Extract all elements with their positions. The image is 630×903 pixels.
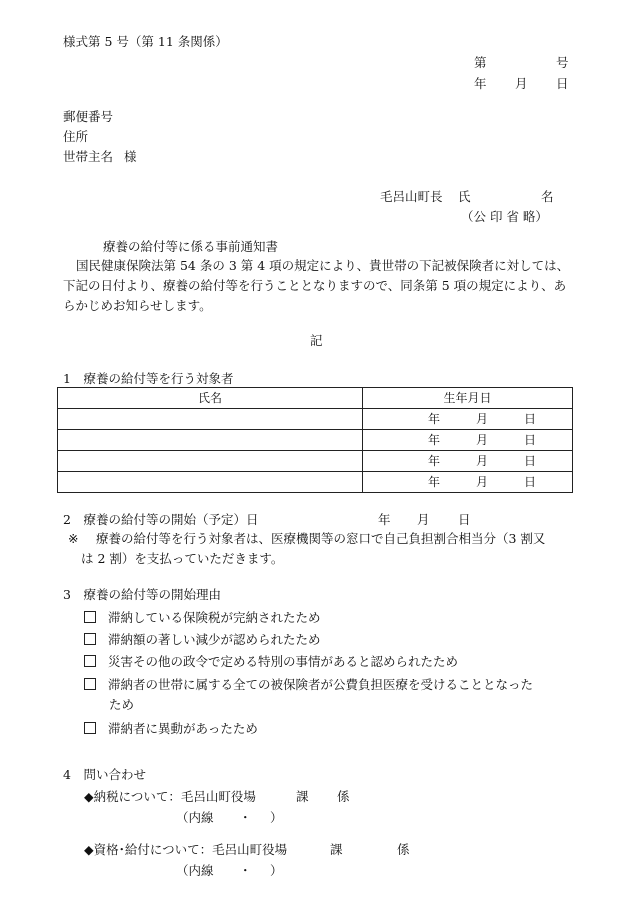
checkbox[interactable] — [84, 655, 96, 667]
name-cell — [58, 472, 363, 493]
checkbox[interactable] — [84, 633, 96, 645]
sender-name-right: 名 — [541, 189, 554, 204]
qualification-extension-close: ） — [270, 863, 283, 878]
name-column-header: 氏名 — [58, 388, 363, 409]
reason-label: 滞納者の世帯に属する全ての被保険者が公費負担医療を受けることとなった — [108, 677, 534, 692]
section2-title: 2 療養の給付等の開始（予定）日 — [63, 512, 259, 527]
household-head-label: 世帯主名 — [63, 149, 114, 164]
tax-contact-label: ◆納税について：毛呂山町役場 — [84, 789, 256, 804]
reason-item — [84, 655, 458, 669]
copay-note-line2: は 2 割）を支払っていただきます。 — [81, 551, 284, 566]
seal-omitted-note: （公 印 省 略） — [461, 209, 548, 224]
start-date-month: 月 — [417, 512, 430, 527]
tax-contact-ka: 課 — [296, 789, 309, 804]
sender-name-left: 氏 — [458, 189, 471, 204]
dob-cell — [363, 472, 573, 493]
dob-day: 日 — [523, 433, 536, 447]
intro-paragraph: 国民健康保険法第 54 条の 3 第 4 項の規定により、貴世帯の下記被保険者に対しては、下記の日付より、療養の給付等を行うこととなりますので、同条第 5 項の規定により、あらかじめお知らせします。 — [63, 258, 570, 313]
start-date-day: 日 — [458, 512, 471, 527]
table-row — [58, 430, 573, 451]
dob-month: 月 — [475, 412, 488, 426]
tax-extension-close: ） — [270, 810, 283, 825]
reason-label: 滞納している保険税が完納されたため — [108, 610, 321, 625]
reason-item — [84, 678, 533, 692]
dob-year: 年 — [427, 412, 440, 426]
table-row — [58, 472, 573, 493]
dob-month: 月 — [475, 475, 488, 489]
section4-title: 4 問い合わせ — [63, 767, 146, 782]
form-number: 様式第 5 号（第 11 条関係） — [63, 34, 228, 49]
reason-label: 滞納者に異動があったため — [108, 721, 258, 736]
doc-number-suffix: 号 — [556, 55, 569, 70]
document-heading: 療養の給付等に係る事前通知書 — [103, 239, 279, 254]
table-row — [58, 409, 573, 430]
target-persons-table — [57, 387, 573, 493]
reason-item — [84, 611, 321, 625]
reason-label: 災害その他の政令で定める特別の事情があると認められたため — [108, 654, 459, 669]
name-cell — [58, 451, 363, 472]
dob-column-header: 生年月日 — [363, 388, 573, 409]
ki-label: 記 — [310, 333, 323, 348]
dob-year: 年 — [427, 454, 440, 468]
qualification-contact-kakari: 係 — [397, 842, 410, 857]
date-year: 年 — [474, 76, 487, 91]
name-cell — [58, 409, 363, 430]
reason-item — [84, 722, 258, 736]
name-cell — [58, 430, 363, 451]
reason-label-continuation: ため — [109, 697, 135, 712]
dob-year: 年 — [427, 475, 440, 489]
address-label: 住所 — [63, 129, 89, 144]
checkbox[interactable] — [84, 611, 96, 623]
sender-title: 毛呂山町長 — [380, 189, 443, 204]
qualification-contact-label: ◆資格･給付について：毛呂山町役場 — [84, 842, 288, 857]
dob-month: 月 — [475, 433, 488, 447]
table-row — [58, 451, 573, 472]
start-date-year: 年 — [378, 512, 391, 527]
qualification-contact-ka: 課 — [330, 842, 343, 857]
table-header-row — [58, 388, 573, 409]
note-mark: ※ — [68, 531, 79, 546]
postal-code-label: 郵便番号 — [63, 109, 114, 124]
section1-title: 1 療養の給付等を行う対象者 — [63, 371, 234, 386]
tax-extension-open: （内線 — [176, 810, 214, 825]
dob-day: 日 — [523, 454, 536, 468]
qualification-extension-open: （内線 — [176, 863, 214, 878]
tax-extension-dot: ・ — [239, 810, 252, 825]
reason-item — [84, 633, 321, 647]
checkbox[interactable] — [84, 678, 96, 690]
dob-day: 日 — [523, 412, 536, 426]
qualification-extension-dot: ・ — [239, 863, 252, 878]
tax-contact-kakari: 係 — [337, 789, 350, 804]
copay-note-line1: 療養の給付等を行う対象者は、医療機関等の窓口で自己負担割合相当分（3 割又 — [96, 531, 546, 546]
dob-year: 年 — [427, 433, 440, 447]
honorific-sama: 様 — [124, 149, 137, 164]
dob-cell — [363, 409, 573, 430]
dob-day: 日 — [523, 475, 536, 489]
reason-label: 滞納額の著しい減少が認められたため — [108, 632, 321, 647]
dob-cell — [363, 451, 573, 472]
dob-month: 月 — [475, 454, 488, 468]
date-day: 日 — [556, 76, 569, 91]
section3-title: 3 療養の給付等の開始理由 — [63, 587, 221, 602]
doc-number-prefix: 第 — [474, 55, 487, 70]
date-month: 月 — [515, 76, 528, 91]
checkbox[interactable] — [84, 722, 96, 734]
dob-cell — [363, 430, 573, 451]
